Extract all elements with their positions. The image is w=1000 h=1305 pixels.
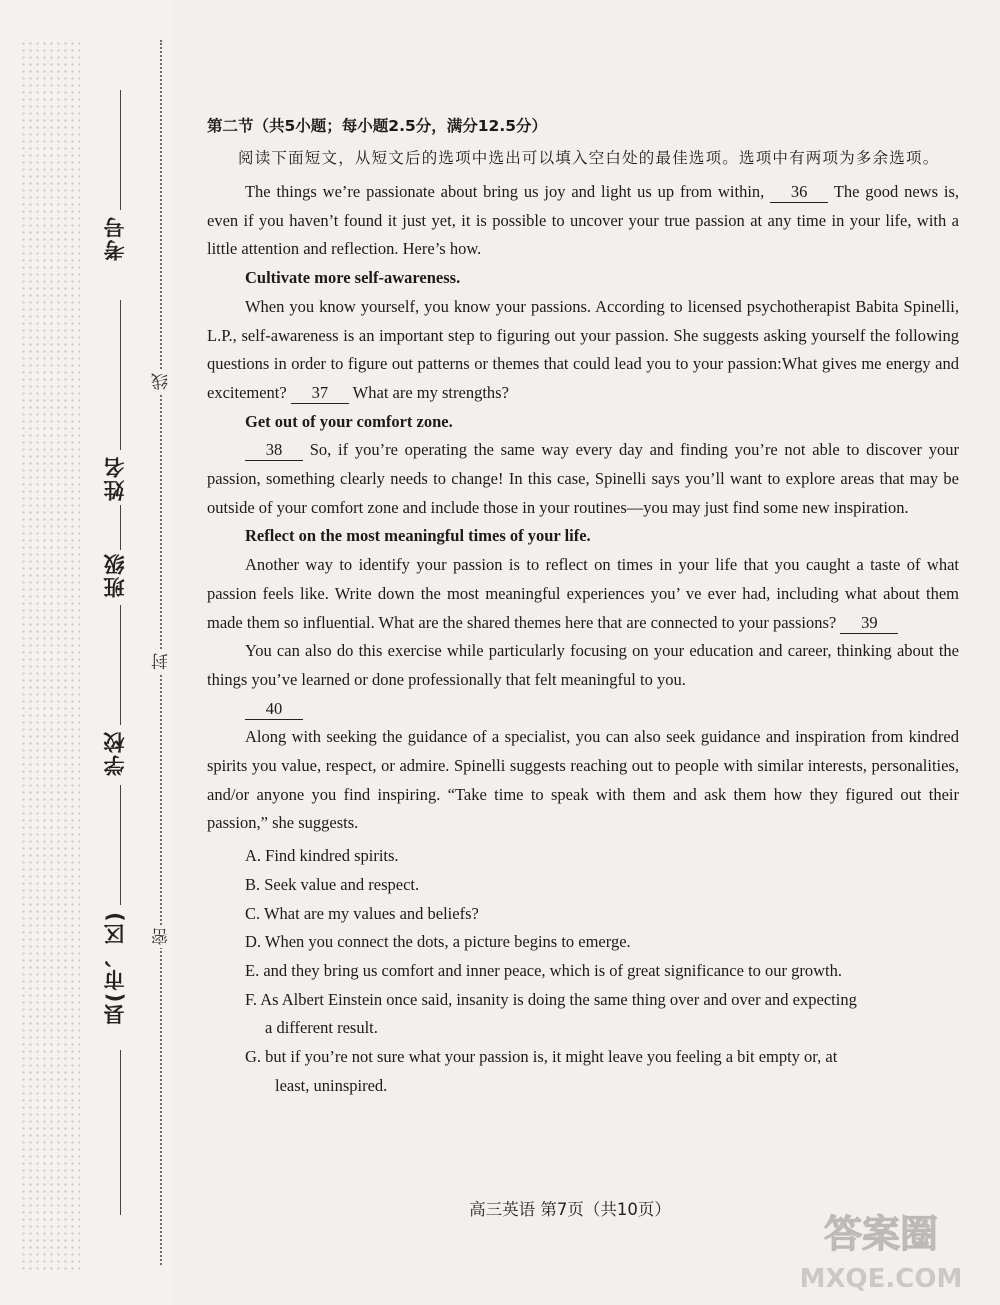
exam-number-label: 考号 xyxy=(103,215,127,261)
name-line xyxy=(120,300,121,450)
option-g xyxy=(207,1043,959,1100)
blank-36: 36 xyxy=(770,182,828,203)
blank-37: 37 xyxy=(291,383,349,404)
paragraph-6: Along with seeking the guidance of a specialist, you can also seek guidance and inspiration from kindred spirits you value, respect, or admire. Spinelli suggests reaching out to people with similar interests, personalities, and/or anyone you find inspiring. “Take time to speak with them and ask them how they figured out their passion,” she suggests. xyxy=(207,727,959,833)
blank-38: 38 xyxy=(245,440,303,461)
option-b-text: B. Seek value and respect. xyxy=(245,874,420,894)
option-a-text: A. Find kindred spirits. xyxy=(245,846,399,866)
option-e xyxy=(207,957,959,986)
watermark-line1: 答案圈 xyxy=(823,1212,939,1256)
section-instructions: 阅读下面短文，从短文后的选项中选出可以填入空白处的最佳选项。选项中有两项为多余选项。 xyxy=(238,149,940,167)
option-f-text: F. As Albert Einstein once said, insanity is doing the same thing over and over and expecting xyxy=(245,989,857,1009)
option-b xyxy=(207,871,959,900)
school-line xyxy=(120,785,121,905)
option-d-text: D. When you connect the dots, a picture begins to emerge. xyxy=(245,932,631,952)
option-d xyxy=(207,928,959,957)
seal-mark-secret: 密 xyxy=(149,925,174,948)
option-e-text: E. and they bring us comfort and inner peace, which is of great significance to our growth. xyxy=(245,960,843,980)
county-line xyxy=(120,1050,121,1215)
school-label: 学校 xyxy=(103,730,127,776)
paragraph-5: You can also do this exercise while particularly focusing on your education and career, thinking about the things you’ve learned or done professionally that felt meaningful to you. xyxy=(207,641,959,689)
option-a xyxy=(207,842,959,871)
blank-40-line xyxy=(207,695,959,724)
seal-mark-line: 线 xyxy=(149,370,174,393)
section-title: 第二节（共5小题；每小题2.5分，满分12.5分） xyxy=(207,117,547,135)
county-label: 县(市、区) xyxy=(103,910,127,1026)
paragraph-1-before: The things we’re passionate about bring us joy and light us up from within, xyxy=(244,182,765,201)
exam-number-line xyxy=(120,90,121,210)
binding-strip xyxy=(0,0,172,1305)
option-f-continuation: a different result. xyxy=(265,1018,378,1038)
paragraph-1-after: The good news is, even if you haven’t found it just yet, it is possible to uncover your true passion at any time in your life, with a little attention and reflection. Here’s how. xyxy=(207,182,960,259)
options-list xyxy=(207,842,959,1100)
paragraph-2-after: What are my strengths? xyxy=(352,382,509,402)
option-f xyxy=(207,986,959,1043)
option-g-continuation: least, uninspired. xyxy=(275,1075,388,1095)
blank-39: 39 xyxy=(840,613,898,634)
paragraph-3-text: So, if you’re operating the same way every day and finding you’re not able to discover your passion, something clearly needs to change! In this case, Spinelli says you’ll want to explore areas that may be outside of your comfort zone and include those in your routines—you may just find some new inspiration. xyxy=(207,440,960,517)
seal-mark-seal: 封 xyxy=(149,650,174,673)
option-g-text: G. but if you’re not sure what your passion is, it might leave you feeling a bit empty or, at xyxy=(245,1047,838,1067)
paragraph-2-before: When you know yourself, you know your passions. According to licensed psychotherapist Babita Spinelli, L.P., self-awareness is an important step to figuring out your passion. She suggests asking yourself the following questions in order to figure out patterns or themes that could lead you to your passion:What gives me energy and excitement? xyxy=(207,296,959,402)
class-line-1 xyxy=(120,505,121,550)
paragraph-3 xyxy=(207,436,959,522)
option-c-text: C. What are my values and beliefs? xyxy=(245,903,479,923)
class-line-2 xyxy=(120,605,121,725)
option-c xyxy=(207,900,959,929)
name-label: 姓名 xyxy=(103,455,127,501)
heading-self-awareness: Cultivate more self-awareness. xyxy=(245,268,461,288)
paragraph-4 xyxy=(207,551,959,637)
page-footer: 高三英语 第7页（共10页） xyxy=(469,1200,671,1219)
paragraph-4-text: Another way to identify your passion is to reflect on times in your life that you caught a taste of what passion feels like. Write down the most meaningful experiences you’ ve ever had, including what about them made them so influential. What are the shared themes here that are connected to your passions? xyxy=(207,555,959,632)
paragraph-2 xyxy=(207,293,959,408)
binding-hatch-pattern xyxy=(20,40,80,1270)
heading-meaningful-times: Reflect on the most meaningful times of your life. xyxy=(245,526,591,546)
blank-40: 40 xyxy=(245,699,303,720)
watermark-line2: MXQE.COM xyxy=(799,1264,963,1294)
exam-content xyxy=(207,112,959,1101)
paragraph-1 xyxy=(207,178,959,264)
class-label: 班级 xyxy=(103,552,127,598)
watermark-logo xyxy=(779,1199,984,1297)
heading-comfort-zone: Get out of your comfort zone. xyxy=(245,411,453,431)
